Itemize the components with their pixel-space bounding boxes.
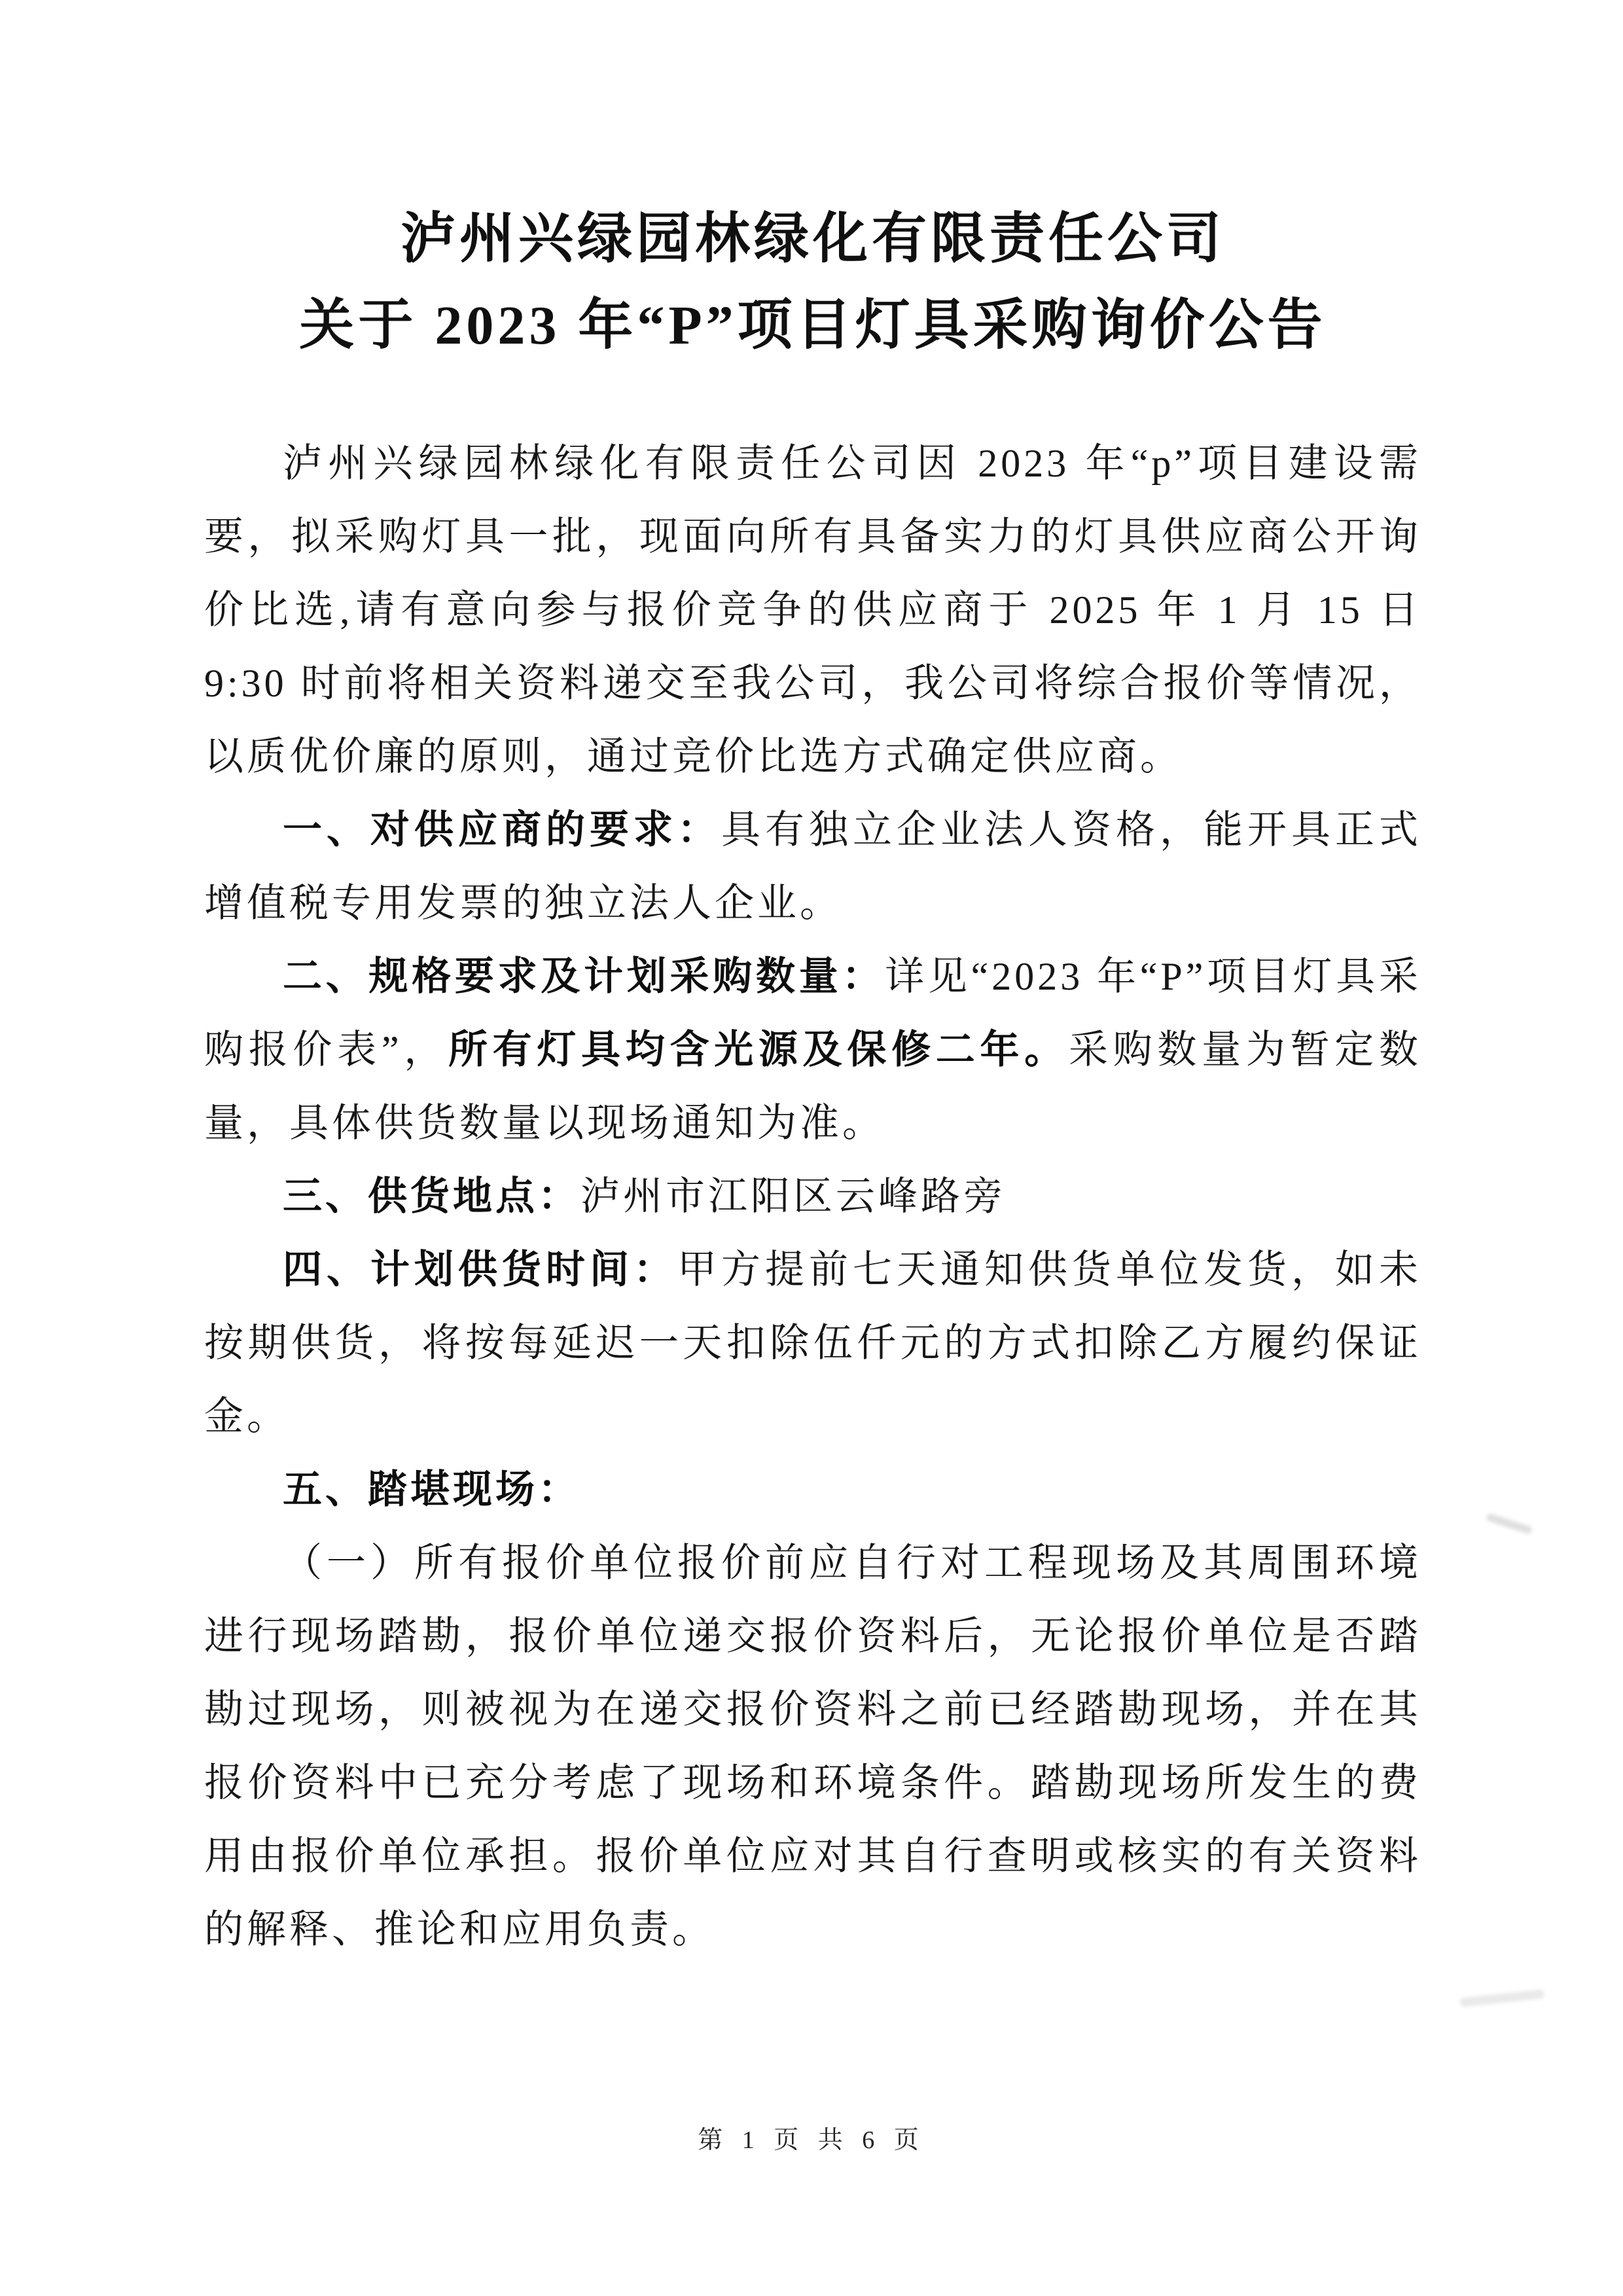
section-3-heading: 三、供货地点：	[283, 1175, 580, 1218]
paragraph-section-4	[204, 1233, 1421, 1453]
scan-artifact	[1459, 1989, 1545, 2007]
document-title	[204, 196, 1421, 369]
paragraph-section-3	[204, 1160, 1421, 1233]
section-5-heading: 五、踏堪现场：	[283, 1468, 580, 1511]
paragraph-intro	[204, 427, 1421, 793]
scan-artifact	[1486, 1513, 1533, 1535]
document-body	[204, 427, 1421, 1966]
page-number-indicator: 第 1 页 共 6 页	[698, 2126, 925, 2154]
item-1-text: （一）所有报价单位报价前应自行对工程现场及其周围环境进行现场踏勘，报价单位递交报价资料后，无论报价单位是否踏勘过现场，则被视为在递交报价资料之前已经踏勘现场，并在其报价资料中已充分考虑了现场和环境条件。踏勘现场所发生的费用由报价单位承担。报价单位应对其自行查明或核实的有关资料的解释、推论和应用负责。	[204, 1541, 1421, 1951]
paragraph-section-5	[204, 1453, 1421, 1526]
intro-text: 泸州兴绿园林绿化有限责任公司因 2023 年“p”项目建设需要，拟采购灯具一批，现面向所有具备实力的灯具供应商公开询价比选,请有意向参与报价竞争的供应商于 2025 年 1 月 15 日 9:30 时前将相关资料递交至我公司，我公司将综合报价等情况，以质优价廉的原则，通过竞价比选方式确定供应商。	[204, 442, 1421, 778]
section-2-text-b: 采购数量为暂定数量，具体供货数量以现场通知为准。	[204, 1028, 1422, 1145]
section-2-heading: 二、规格要求及计划采购数量：	[283, 955, 885, 998]
paragraph-section-2	[204, 940, 1421, 1160]
section-2-text-a: 详见“2023 年“P”项目灯具采购报价表”，	[204, 955, 1421, 1071]
section-4-text: 甲方提前七天通知供货单位发货，如未按期供货，将按每延迟一天扣除伍仟元的方式扣除乙方履约保证金。	[204, 1248, 1421, 1438]
title-line-1: 泸州兴绿园林绿化有限责任公司	[400, 209, 1225, 270]
page-footer	[0, 2119, 1623, 2155]
section-1-text: 具有独立企业法人资格，能开具正式增值税专用发票的独立法人企业。	[204, 808, 1421, 925]
section-1-heading: 一、对供应商的要求：	[283, 808, 721, 852]
paragraph-item-1	[204, 1526, 1421, 1966]
title-line-2: 关于 2023 年“P”项目灯具采购询价公告	[299, 295, 1327, 356]
section-2-bold-clause: 所有灯具均含光源及保修二年。	[448, 1028, 1069, 1071]
paragraph-section-1	[204, 793, 1421, 940]
section-3-text: 泸州市江阳区云峰路旁	[580, 1175, 1006, 1218]
section-4-heading: 四、计划供货时间：	[283, 1248, 677, 1291]
